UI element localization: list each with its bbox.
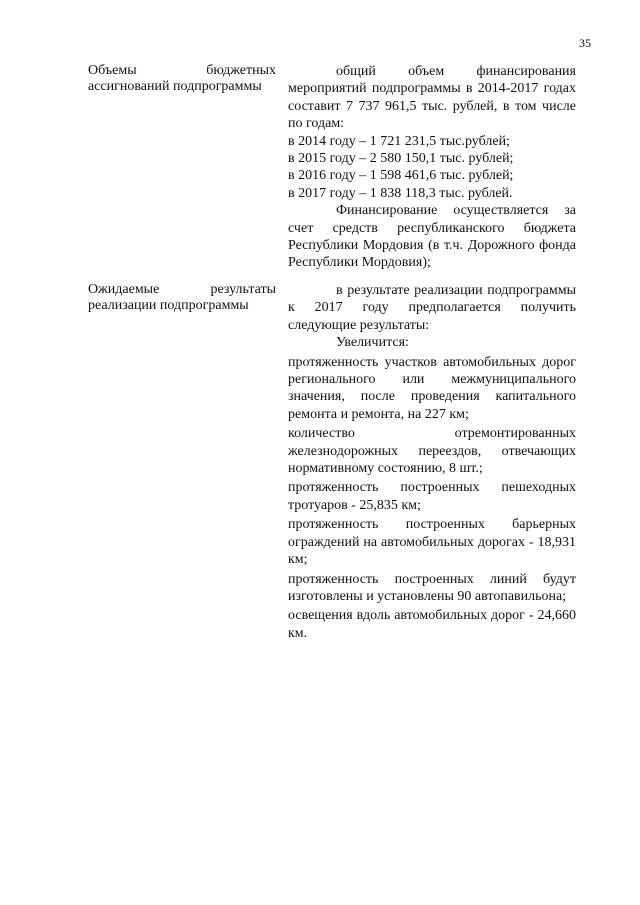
results-row	[88, 282, 588, 642]
budget-label: Объемы бюджетных ассигнований подпрограммы	[88, 63, 276, 94]
budget-row	[88, 63, 588, 272]
budget-intro: общий объем финансирования мероприятий подпрограммы в 2014-2017 годах составит 7 737 961,5 тыс. рублей, в том числе по годам:	[288, 64, 576, 132]
result-item-sidewalks: протяженность построенных пешеходных тротуаров - 25,835 км;	[288, 480, 576, 513]
result-item-lighting: освещения вдоль автомобильных дорог - 24,660 км.	[288, 608, 576, 641]
results-increase-heading: Увеличится:	[336, 335, 409, 351]
budget-year-2016: в 2016 году – 1 598 461,6 тыс. рублей;	[288, 168, 514, 184]
budget-year-2015: в 2015 году – 2 580 150,1 тыс. рублей;	[288, 151, 514, 167]
result-item-pavilions: протяженность построенных линий будут изготовлены и установлены 90 автопавильона;	[288, 571, 576, 604]
result-item-roads: протяженность участков автомобильных дорог регионального или межмуниципального значения, после проведения капитального ремонта и ремонта, на 227 км;	[288, 354, 576, 422]
results-intro: в результате реализации подпрограммы к 2017 году предполагается получить следующие результаты:	[288, 283, 576, 333]
page-number: 35	[579, 36, 591, 50]
results-content	[288, 282, 576, 642]
results-label: Ожидаемые результаты реализации подпрограммы	[88, 282, 276, 313]
budget-year-2017: в 2017 году – 1 838 118,3 тыс. рублей.	[288, 185, 513, 201]
budget-year-2014: в 2014 году – 1 721 231,5 тыс.рублей;	[288, 133, 510, 149]
result-item-crossings: количество отремонтированных железнодорожных переездов, отвечающих нормативному состоянию, 8 шт.;	[288, 426, 576, 477]
budget-source: Финансирование осуществляется за счет средств республиканского бюджета Республики Мордовия (в т.ч. Дорожного фонда Республики Мордовия);	[288, 203, 576, 271]
budget-content	[288, 63, 576, 272]
result-item-barriers: протяженность построенных барьерных ограждений на автомобильных дорогах - 18,931 км;	[288, 517, 576, 568]
